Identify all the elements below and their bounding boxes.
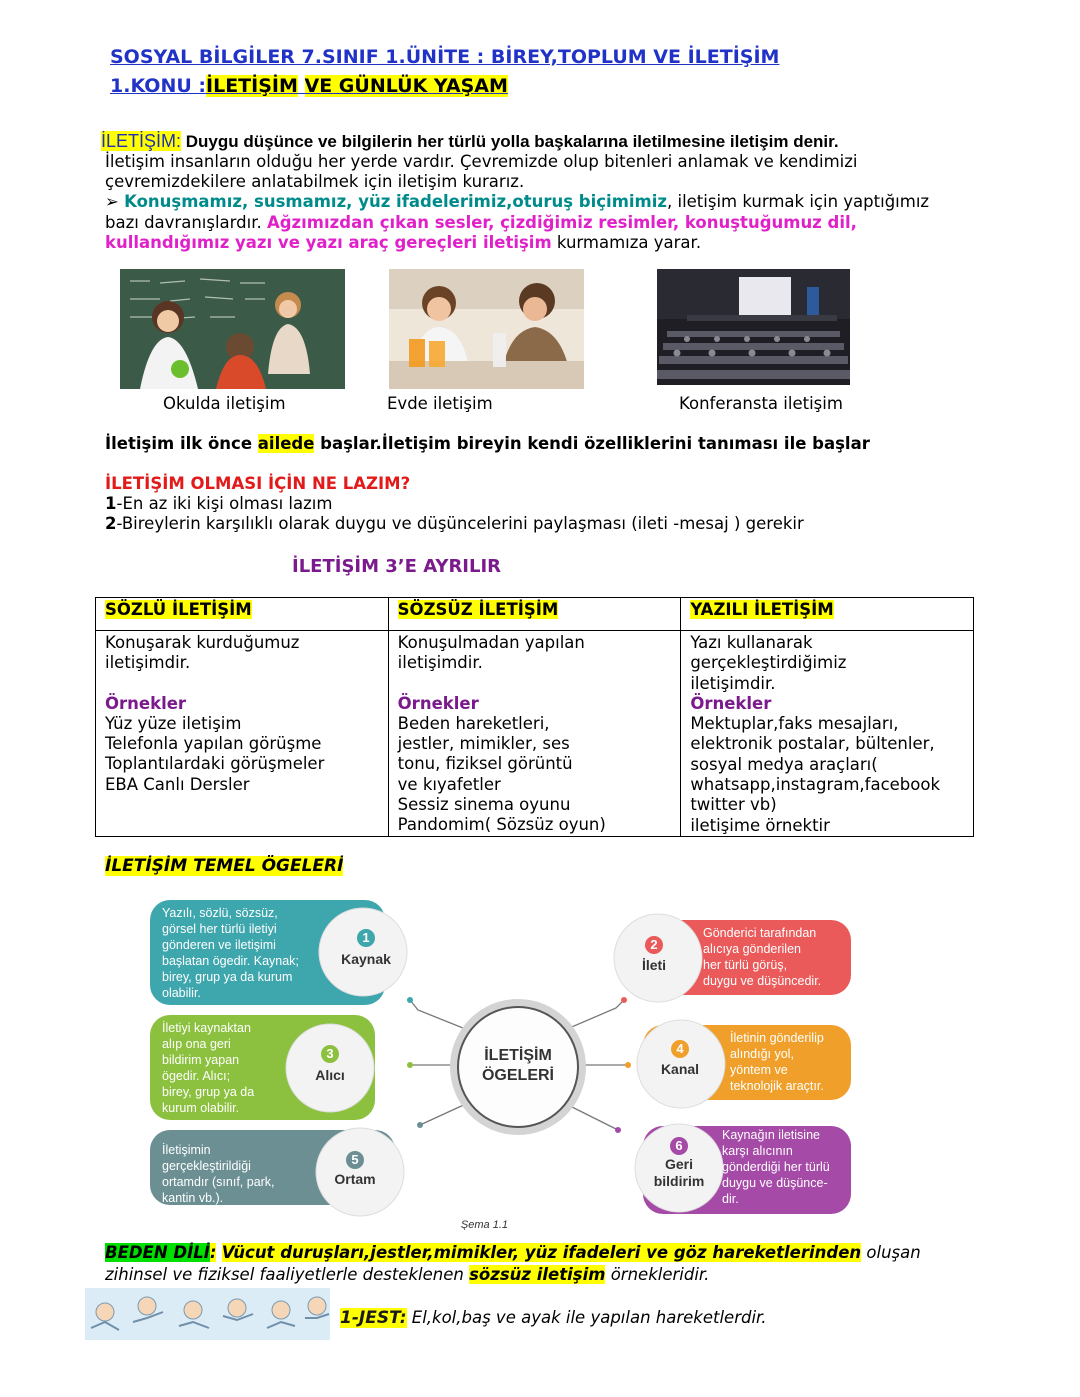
needs-text-2: -Bireylerin karşılıklı olarak duygu ve düşüncelerini paylaşması (ileti -mesaj ) gerekir xyxy=(116,514,804,533)
table-body-row xyxy=(96,631,974,837)
verbal-spacer xyxy=(105,674,380,694)
ortam-desc-line: İletişimin xyxy=(162,1143,211,1157)
arrow-bullet-icon: ➢ xyxy=(105,192,125,211)
subtitle-highlight-2: VE GÜNLÜK YAŞAM xyxy=(304,75,508,97)
communication-types-table xyxy=(95,597,974,837)
needs-text-1: -En az iki kişi olması lazım xyxy=(116,494,333,513)
nonverbal-example-1: Beden hareketleri, xyxy=(397,713,550,733)
line6-rest: kurmamıza yarar. xyxy=(551,233,702,252)
definition-line6 xyxy=(105,233,701,254)
geri-bildirim-desc-line: gönderdiği her türlü xyxy=(722,1160,830,1174)
center-label-1: İLETİŞİM xyxy=(484,1047,552,1064)
gestures-illustration xyxy=(85,1288,330,1340)
alici-desc-line: kurum olabilir. xyxy=(162,1101,240,1115)
kanal-label: Kanal xyxy=(660,1061,700,1077)
written-desc-1: Yazı kullanarak xyxy=(690,633,813,652)
body-language-colon: : xyxy=(209,1243,217,1262)
ileti-description xyxy=(703,925,821,989)
kanal-description xyxy=(730,1030,824,1094)
family-line xyxy=(105,434,870,455)
caption-home: Evde iletişim xyxy=(387,394,493,413)
family-highlight: ailede xyxy=(257,434,315,453)
kanal-desc-line: teknolojik araçtır. xyxy=(730,1079,824,1093)
header-verbal-label: SÖZLÜ İLETİŞİM xyxy=(105,600,252,619)
kaynak-desc-line: olabilir. xyxy=(162,986,201,1000)
kaynak-desc-line: gönderen ve iletişimi xyxy=(162,938,276,952)
written-desc-2: gerçekleştirdiğimiz xyxy=(690,653,847,673)
geri-bildirim-desc-line: duygu ve düşünce- xyxy=(722,1176,828,1190)
written-examples-label: Örnekler xyxy=(690,693,772,713)
nonverbal-cell xyxy=(388,631,681,837)
geri-bildirim-desc-line: karşı alıcının xyxy=(722,1144,793,1158)
alici-label: Alıcı xyxy=(315,1067,345,1083)
geri-bildirim-number: 6 xyxy=(675,1138,683,1153)
ortam-number: 5 xyxy=(351,1152,359,1167)
family-post: başlar.İletişim bireyin kendi özelliklerini tanıması ile başlar xyxy=(314,434,870,453)
body-language-rest: oluşan xyxy=(861,1243,921,1262)
jest-label xyxy=(340,1308,407,1328)
caption-school: Okulda iletişim xyxy=(163,394,286,413)
line6-magenta: kullandığımız yazı ve yazı araç gereçleri iletişim xyxy=(105,233,552,252)
alici-number: 3 xyxy=(326,1046,334,1061)
needs-item-2 xyxy=(105,514,804,535)
nonverbal-desc-2: iletişimdir. xyxy=(397,653,483,673)
line5-plain: bazı davranışlardır. xyxy=(105,213,267,232)
geri-bildirim-description xyxy=(722,1127,830,1207)
kaynak-desc-line: Yazılı, sözlü, sözsüz, xyxy=(162,906,278,920)
needs-number-2: 2 xyxy=(105,514,117,533)
kanal-desc-line: İletinin gönderilip xyxy=(730,1031,824,1045)
geri-bildirim-desc-line: Kaynağın iletisine xyxy=(722,1128,820,1142)
body-language-line1 xyxy=(105,1243,921,1264)
body-language-line2-pre: zihinsel ve fiziksel faaliyetlerle desteklenen xyxy=(105,1265,470,1284)
header-written xyxy=(681,598,974,631)
written-example-6: iletişime örnektir xyxy=(690,815,830,835)
behavior-highlight: Konuşmamız, susmamız, yüz ifadelerimiz,oturuş biçimimiz xyxy=(124,192,667,211)
page-title: SOSYAL BİLGİLER 7.SINIF 1.ÜNİTE : BİREY,TOPLUM VE İLETİŞİM xyxy=(110,46,780,68)
verbal-example-2: Telefonla yapılan görüşme xyxy=(105,734,322,754)
alici-desc-line: İletiyi kaynaktan xyxy=(162,1021,251,1035)
geri-bildirim-label-2: bildirim xyxy=(653,1173,705,1189)
verbal-desc-2: iletişimdir. xyxy=(105,653,191,673)
geri-bildirim-desc-line: dir. xyxy=(722,1192,739,1206)
ileti-desc-line: Gönderici tarafından xyxy=(703,926,817,940)
school-photo xyxy=(120,269,345,389)
kaynak-number: 1 xyxy=(362,930,370,945)
written-example-1: Mektuplar,faks mesajları, xyxy=(690,714,899,734)
table-header-row xyxy=(96,598,974,631)
body-language-highlight: Vücut duruşları,jestler,mimikler, yüz ifadeleri ve göz hareketlerinden xyxy=(221,1243,862,1262)
written-example-5: twitter vb) xyxy=(690,795,777,815)
body-language-line2 xyxy=(105,1265,709,1286)
jest-line xyxy=(340,1308,767,1329)
nonverbal-example-5: Sessiz sinema oyunu xyxy=(397,795,571,815)
kaynak-label: Kaynak xyxy=(341,951,391,967)
definition-line xyxy=(101,131,839,153)
ortam-description xyxy=(162,1142,275,1206)
ileti-number: 2 xyxy=(650,937,658,952)
diagram-caption: Şema 1.1 xyxy=(460,1219,508,1230)
kaynak-desc-line: birey, grup ya da kurum xyxy=(162,970,293,984)
behavior-bullet xyxy=(105,192,929,213)
elements-heading-label: İLETİŞİM TEMEL ÖGELERİ xyxy=(105,856,344,876)
header-nonverbal xyxy=(388,598,681,631)
subtitle-prefix: 1.KONU : xyxy=(110,75,207,97)
nonverbal-example-3: tonu, fiziksel görüntü xyxy=(397,754,573,774)
kanal-number: 4 xyxy=(676,1041,684,1056)
ortam-desc-line: gerçekleştirildiği xyxy=(162,1159,251,1173)
line5-magenta: Ağzımızdan çıkan sesler, çizdiğimiz resimler, konuştuğumuz dil, xyxy=(266,213,857,232)
family-pre: İletişim ilk önce xyxy=(105,434,258,453)
conference-photo xyxy=(657,269,850,385)
written-example-4: whatsapp,instagram,facebook xyxy=(690,775,941,795)
definition-label: İLETİŞİM: xyxy=(101,131,182,151)
definition-text: Duygu düşünce ve bilgilerin her türlü yolla başkalarına iletilmesine iletişim denir. xyxy=(181,132,839,151)
alici-desc-line: ögedir. Alıcı; xyxy=(162,1069,231,1083)
verbal-cell xyxy=(96,631,389,837)
verbal-examples-label: Örnekler xyxy=(105,693,187,713)
ileti-label: İleti xyxy=(641,957,667,973)
kaynak-desc-line: görsel her türlü iletiyi xyxy=(162,922,277,936)
nonverbal-example-2: jestler, mimikler, ses xyxy=(397,734,570,754)
caption-conference: Konferansta iletişim xyxy=(679,394,843,413)
elements-heading xyxy=(105,856,343,876)
kanal-desc-line: yöntem ve xyxy=(730,1063,788,1077)
kaynak-description xyxy=(162,905,299,1001)
kanal-desc-line: alındığı yol, xyxy=(730,1047,794,1061)
body-language-line2-highlight: sözsüz iletişim xyxy=(469,1265,606,1284)
kaynak-desc-line: başlatan ögedir. Kaynak; xyxy=(162,954,299,968)
definition-line5 xyxy=(105,213,857,234)
ortam-desc-line: kantin vb.). xyxy=(162,1191,224,1205)
nonverbal-desc-1: Konuşulmadan yapılan xyxy=(397,633,585,652)
header-verbal xyxy=(96,598,389,631)
written-desc-3: iletişimdir. xyxy=(690,673,776,693)
verbal-example-4: EBA Canlı Dersler xyxy=(105,774,250,794)
body-language-label: BEDEN DİLİ xyxy=(105,1243,210,1262)
needs-heading: İLETİŞİM OLMASI İÇİN NE LAZIM? xyxy=(105,474,411,493)
header-written-label: YAZILI İLETİŞİM xyxy=(690,600,834,619)
verbal-example-1: Yüz yüze iletişim xyxy=(105,713,242,733)
ileti-desc-line: duygu ve düşüncedir. xyxy=(703,974,822,988)
alici-desc-line: alıp ona geri xyxy=(162,1037,231,1051)
page-subtitle xyxy=(110,75,508,97)
header-nonverbal-label: SÖZSÜZ İLETİŞİM xyxy=(397,600,559,619)
written-example-2: elektronik postalar, bültenler, xyxy=(690,734,935,754)
nonverbal-example-4: ve kıyafetler xyxy=(397,774,501,794)
written-cell xyxy=(681,631,974,837)
ileti-desc-line: her türlü görüş, xyxy=(703,958,788,972)
behavior-rest: , iletişim kurmak için yaptığımız xyxy=(667,192,930,211)
definition-line3: çevremizdekilere anlatabilmek için iletişim kurarız. xyxy=(105,172,525,191)
types-heading: İLETİŞİM 3’E AYRILIR xyxy=(292,556,502,577)
verbal-desc-1: Konuşarak kurduğumuz xyxy=(105,633,300,652)
needs-number-1: 1 xyxy=(105,494,117,513)
nonverbal-spacer xyxy=(398,674,673,694)
jest-label-text: 1-JEST: xyxy=(340,1308,407,1328)
jest-text: El,kol,baş ve ayak ile yapılan hareketlerdir. xyxy=(406,1308,767,1327)
alici-description xyxy=(162,1020,254,1116)
home-photo xyxy=(389,269,584,389)
alici-desc-line: birey, grup ya da xyxy=(162,1085,255,1099)
definition-line2: İletişim insanların olduğu her yerde vardır. Çevremizde olup bitenleri anlamak ve kendimizi xyxy=(105,152,858,171)
center-label-2: ÖGELERİ xyxy=(481,1067,555,1084)
written-example-3: sosyal medya araçları( xyxy=(690,754,878,774)
alici-desc-line: bildirim yapan xyxy=(162,1053,240,1067)
subtitle-highlight-1: İLETİŞİM xyxy=(206,75,298,97)
ortam-desc-line: ortamdır (sınıf, park, xyxy=(162,1175,275,1189)
needs-item-1 xyxy=(105,494,332,515)
verbal-example-3: Toplantılardaki görüşmeler xyxy=(105,754,325,774)
ileti-desc-line: alıcıya gönderilen xyxy=(703,942,801,956)
nonverbal-examples-label: Örnekler xyxy=(397,693,479,713)
nonverbal-example-6: Pandomim( Sözsüz oyun) xyxy=(397,815,606,835)
body-language-line2-post: örnekleridir. xyxy=(605,1265,710,1284)
ortam-label: Ortam xyxy=(334,1171,376,1187)
geri-bildirim-label-1: Geri xyxy=(664,1156,694,1172)
